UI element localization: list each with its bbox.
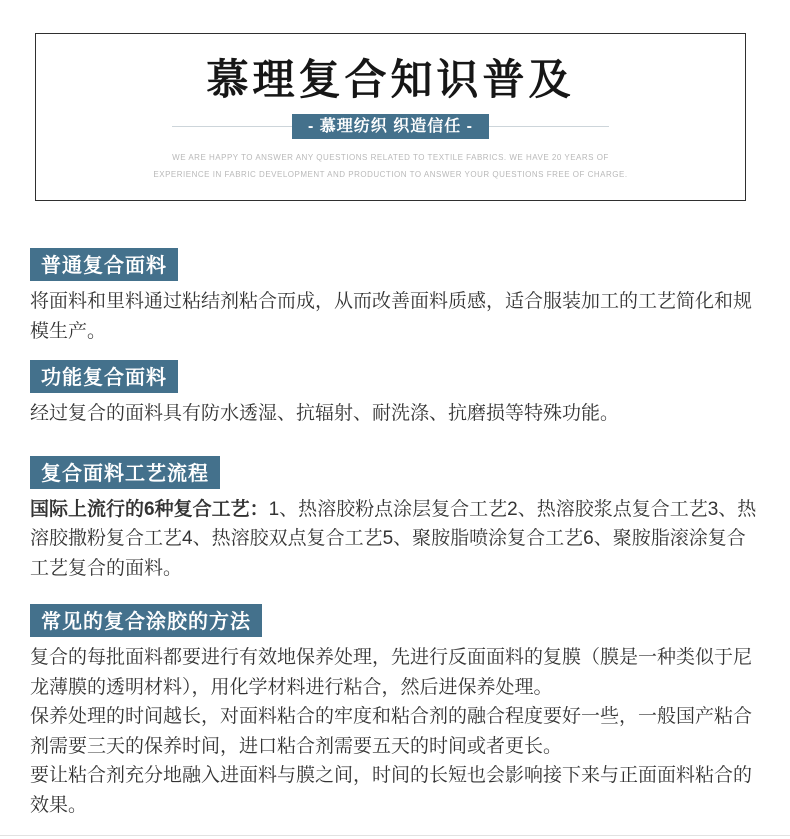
paragraph: 将面料和里料通过粘结剂粘合而成，从而改善面料质感，适合服装加工的工艺简化和规模生产。 xyxy=(30,291,753,342)
section-common-coating-methods xyxy=(30,604,762,820)
paragraph: 经过复合的面料具有防水透湿、抗辐射、耐洗涤、抗磨损等特殊功能。 xyxy=(30,403,620,424)
brand-divider xyxy=(36,114,745,139)
section-composite-process-flow xyxy=(30,456,762,584)
header-tagline xyxy=(36,149,745,183)
article-content xyxy=(30,248,762,820)
paragraph xyxy=(30,495,762,584)
section-heading-badge: 常见的复合涂胶的方法 xyxy=(30,604,262,637)
tagline-line-1: WE ARE HAPPY TO ANSWER ANY QUESTIONS RELATED TO TEXTILE FABRICS. WE HAVE 20 YEARS OF xyxy=(172,153,609,162)
paragraph-body: 1、热溶胶粉点涂层复合工艺2、热溶胶浆点复合工艺3、热溶胶撒粉复合工艺4、热溶胶双点复合工艺5、聚胺脂喷涂复合工艺6、聚胺脂滚涂复合工艺复合的面料。 xyxy=(30,498,757,579)
paragraph: 复合的每批面料都要进行有效地保养处理，先进行反面面料的复膜（膜是一种类似于尼龙薄膜的透明材料），用化学材料进行粘合，然后进保养处理。 xyxy=(30,647,753,698)
paragraph: 保养处理的时间越长，对面料粘合的牢度和粘合剂的融合程度要好一些，一般国产粘合剂需要三天的保养时间，进口粘合剂需要五天的时间或者更长。 xyxy=(30,706,753,757)
section-ordinary-composite-fabric xyxy=(30,248,762,346)
paragraph-lead: 国际上流行的6种复合工艺： xyxy=(30,498,269,520)
section-functional-composite-fabric xyxy=(30,360,762,429)
page-title: 慕理复合知识普及 xyxy=(206,55,575,104)
header-card xyxy=(35,33,746,201)
bottom-divider xyxy=(0,835,790,836)
section-heading-badge: 普通复合面料 xyxy=(30,248,178,281)
brand-badge: - 慕理纺织 织造信任 - xyxy=(292,114,489,139)
section-heading-badge: 功能复合面料 xyxy=(30,360,178,393)
section-heading-badge: 复合面料工艺流程 xyxy=(30,456,220,489)
paragraph: 要让粘合剂充分地融入进面料与膜之间，时间的长短也会影响接下来与正面面料粘合的效果。 xyxy=(30,765,753,816)
tagline-line-2: EXPERIENCE IN FABRIC DEVELOPMENT AND PRODUCTION TO ANSWER YOUR QUESTIONS FREE OF CHARGE. xyxy=(153,170,628,179)
